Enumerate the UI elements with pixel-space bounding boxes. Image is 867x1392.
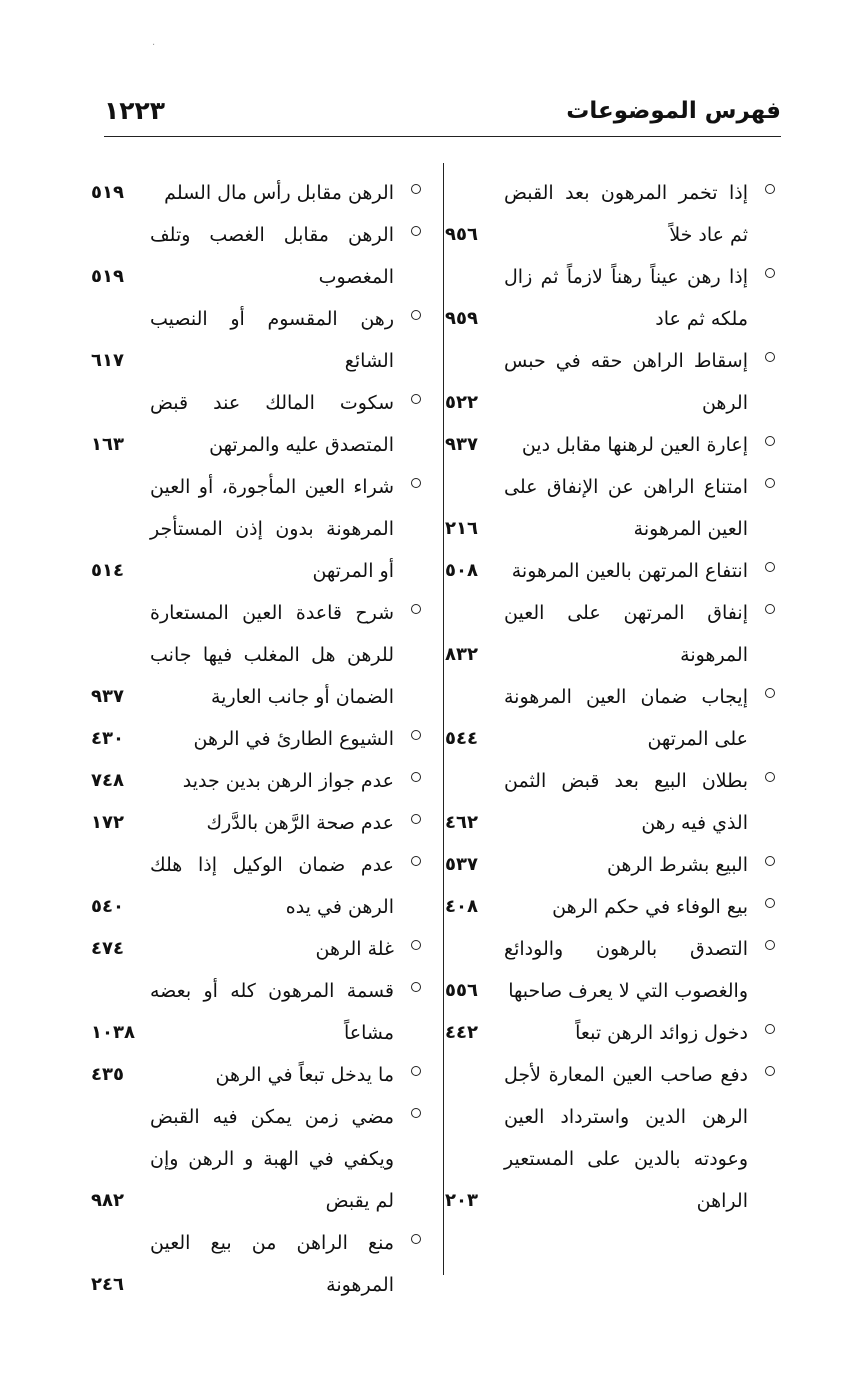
entry-page-number: ٥١٩ [91, 182, 124, 203]
entry-page-number: ٩٣٧ [445, 434, 478, 455]
entry-title: عدم جواز الرهن بدين جديد [182, 770, 394, 792]
entry-title: عدم صحة الرَّهن بالدَّرك [206, 812, 394, 834]
index-entry [91, 466, 421, 592]
entry-title: غلة الرهن [315, 938, 394, 960]
index-entry [91, 844, 421, 928]
bullet-circle-icon [765, 1024, 775, 1034]
entry-title: الشيوع الطارئ في الرهن [193, 728, 394, 750]
entry-title: ما يدخل تبعاً في الرهن [215, 1064, 394, 1086]
entry-title: امتناع الراهن عن الإنفاق على العين المرهونة [504, 476, 748, 540]
bullet-circle-icon [765, 184, 775, 194]
entry-title: التصدق بالرهون والودائع والغصوب التي لا يعرف صاحبها [504, 938, 748, 1002]
bullet-circle-icon [765, 268, 775, 278]
bullet-circle-icon [765, 352, 775, 362]
index-entry [445, 760, 775, 844]
entry-page-number: ٧٤٨ [91, 770, 124, 791]
entry-page-number: ٤٧٤ [91, 938, 124, 959]
index-entry [91, 592, 421, 718]
index-entry [445, 928, 775, 1012]
entry-page-number: ٢٠٣ [445, 1190, 478, 1211]
bullet-circle-icon [765, 856, 775, 866]
entry-title: بيع الوفاء في حكم الرهن [552, 896, 748, 918]
bullet-circle-icon [411, 1108, 421, 1118]
page-number: ١٢٢٣ [104, 96, 166, 125]
index-entry [445, 886, 775, 928]
bullet-circle-icon [765, 562, 775, 572]
index-entry [445, 676, 775, 760]
entry-page-number: ٢١٦ [445, 518, 478, 539]
entry-page-number: ١٠٣٨ [91, 1022, 135, 1043]
page-header [104, 92, 781, 137]
bullet-circle-icon [411, 226, 421, 236]
index-entry [91, 214, 421, 298]
entry-title: الرهن مقابل الغصب وتلف المغصوب [150, 224, 394, 288]
index-entry [445, 466, 775, 550]
index-entry [91, 172, 421, 214]
entry-title: عدم ضمان الوكيل إذا هلك الرهن في يده [150, 854, 394, 918]
entry-page-number: ٥١٩ [91, 266, 124, 287]
index-entry [91, 298, 421, 382]
entry-title: إعارة العين لرهنها مقابل دين [521, 434, 748, 456]
entry-page-number: ٤٤٢ [445, 1022, 478, 1043]
entry-page-number: ٥٤٠ [91, 896, 124, 917]
bullet-circle-icon [765, 478, 775, 488]
entry-title: دخول زوائد الرهن تبعاً [575, 1022, 748, 1044]
entry-page-number: ٤٣٥ [91, 1064, 124, 1085]
bullet-circle-icon [411, 1066, 421, 1076]
index-entry [445, 1012, 775, 1054]
bullet-circle-icon [411, 604, 421, 614]
index-column-left [91, 172, 421, 1306]
index-column-right [445, 172, 775, 1222]
entry-page-number: ٥٣٧ [445, 854, 478, 875]
entry-title: رهن المقسوم أو النصيب الشائع [150, 308, 394, 372]
scan-speck: · [152, 40, 156, 51]
entry-title: شرح قاعدة العين المستعارة للرهن هل المغلب فيها جانب الضمان أو جانب العارية [150, 602, 394, 708]
bullet-circle-icon [411, 310, 421, 320]
column-divider [443, 163, 444, 1275]
index-entry [445, 256, 775, 340]
index-entry [91, 718, 421, 760]
index-entry [445, 550, 775, 592]
bullet-circle-icon [411, 730, 421, 740]
entry-page-number: ٦١٧ [91, 350, 124, 371]
entry-title: إذا رهن عيناً رهناً لازماً ثم زال ملكه ثم عاد [504, 266, 748, 330]
bullet-circle-icon [765, 898, 775, 908]
index-entry [91, 1096, 421, 1222]
bullet-circle-icon [765, 1066, 775, 1076]
bullet-circle-icon [765, 772, 775, 782]
entry-page-number: ٥١٤ [91, 560, 124, 581]
entry-title: شراء العين المأجورة، أو العين المرهونة بدون إذن المستأجر أو المرتهن [150, 476, 394, 582]
bullet-circle-icon [411, 940, 421, 950]
entry-page-number: ٩٨٢ [91, 1190, 124, 1211]
bullet-circle-icon [411, 478, 421, 488]
entry-title: البيع بشرط الرهن [606, 854, 748, 876]
index-entry [445, 172, 775, 256]
entry-page-number: ١٦٣ [91, 434, 124, 455]
index-entry [91, 970, 421, 1054]
index-entry [445, 592, 775, 676]
bullet-circle-icon [765, 940, 775, 950]
bullet-circle-icon [411, 184, 421, 194]
running-title: فهرس الموضوعات [566, 98, 781, 124]
bullet-circle-icon [765, 688, 775, 698]
entry-title: الرهن مقابل رأس مال السلم [164, 182, 394, 204]
bullet-circle-icon [765, 436, 775, 446]
entry-title: إنفاق المرتهن على العين المرهونة [504, 602, 748, 666]
entry-page-number: ٥٤٤ [445, 728, 478, 749]
index-entry [91, 928, 421, 970]
bullet-circle-icon [411, 1234, 421, 1244]
bullet-circle-icon [765, 604, 775, 614]
entry-title: إسقاط الراهن حقه في حبس الرهن [504, 350, 748, 414]
entry-title: انتفاع المرتهن بالعين المرهونة [511, 560, 748, 582]
bullet-circle-icon [411, 856, 421, 866]
entry-page-number: ٩٥٦ [445, 224, 478, 245]
entry-title: مضي زمن يمكن فيه القبض ويكفي في الهبة و الرهن وإن لم يقبض [150, 1106, 394, 1212]
entry-title: منع الراهن من بيع العين المرهونة [150, 1232, 394, 1296]
index-entry [445, 844, 775, 886]
entry-title: إذا تخمر المرهون بعد القبض ثم عاد خلاً [504, 182, 748, 246]
entry-page-number: ٤٦٢ [445, 812, 478, 833]
entry-page-number: ٨٣٢ [445, 644, 478, 665]
entry-page-number: ٢٤٦ [91, 1274, 124, 1295]
bullet-circle-icon [411, 772, 421, 782]
entry-title: بطلان البيع بعد قبض الثمن الذي فيه رهن [504, 770, 748, 834]
index-entry [445, 1054, 775, 1222]
entry-page-number: ٥٠٨ [445, 560, 478, 581]
entry-page-number: ٩٣٧ [91, 686, 124, 707]
entry-title: سكوت المالك عند قبض المتصدق عليه والمرتهن [150, 392, 394, 456]
index-entry [91, 382, 421, 466]
entry-page-number: ٩٥٩ [445, 308, 478, 329]
entry-title: إيجاب ضمان العين المرهونة على المرتهن [504, 686, 748, 750]
entry-page-number: ٥٢٢ [445, 392, 478, 413]
index-entry [445, 424, 775, 466]
index-entry [91, 1222, 421, 1306]
entry-title: قسمة المرهون كله أو بعضه مشاعاً [150, 980, 394, 1044]
index-entry [91, 802, 421, 844]
entry-page-number: ١٧٢ [91, 812, 124, 833]
entry-page-number: ٥٥٦ [445, 980, 478, 1001]
entry-page-number: ٤٣٠ [91, 728, 124, 749]
index-entry [91, 760, 421, 802]
bullet-circle-icon [411, 982, 421, 992]
index-entry [91, 1054, 421, 1096]
bullet-circle-icon [411, 814, 421, 824]
bullet-circle-icon [411, 394, 421, 404]
entry-page-number: ٤٠٨ [445, 896, 478, 917]
entry-title: دفع صاحب العين المعارة لأجل الرهن الدين واسترداد العين وعودته بالدين على المستعير الراهن [504, 1064, 748, 1212]
index-entry [445, 340, 775, 424]
